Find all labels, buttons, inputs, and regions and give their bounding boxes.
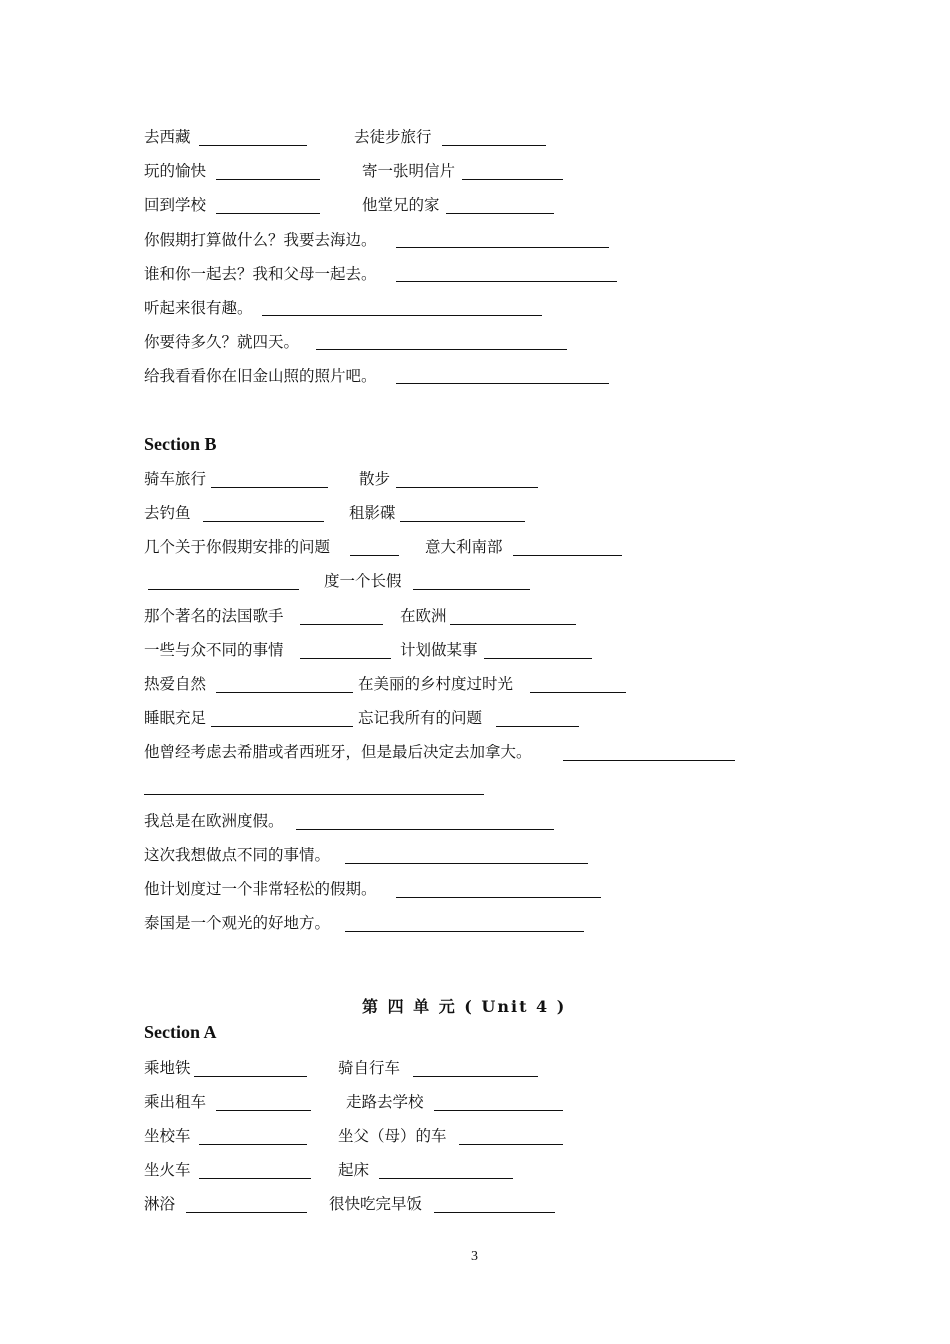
answer-blank[interactable]	[396, 247, 609, 248]
sentence-label: 谁和你一起去？我和父母一起去。	[144, 265, 377, 283]
answer-blank[interactable]	[396, 487, 538, 488]
answer-blank[interactable]	[345, 863, 588, 864]
vocab-label: 坐火车	[144, 1161, 191, 1179]
sentence-label: 他曾经考虑去希腊或者西班牙，但是最后决定去加拿大。	[144, 743, 532, 761]
sentence-label: 你假期打算做什么？我要去海边。	[144, 231, 377, 249]
answer-blank[interactable]	[211, 487, 328, 488]
vocab-label: 热爱自然	[144, 675, 207, 693]
answer-blank[interactable]	[203, 521, 324, 522]
sentence-label: 我总是在欧洲度假。	[144, 812, 284, 830]
answer-blank[interactable]	[300, 624, 383, 625]
unit-title: 第 四 单 元 ( Unit 4 )	[362, 997, 567, 1016]
answer-blank[interactable]	[316, 349, 567, 350]
vocab-label: 那个著名的法国歌手	[144, 607, 284, 625]
vocab-label: 意大利南部	[425, 538, 503, 556]
vocab-label: 回到学校	[144, 196, 207, 214]
answer-blank[interactable]	[216, 213, 320, 214]
section-b-heading: Section B	[144, 434, 217, 454]
vocab-label: 乘出租车	[144, 1093, 207, 1111]
vocab-label: 忘记我所有的问题	[358, 709, 483, 727]
answer-blank[interactable]	[413, 589, 530, 590]
sentence-label: 你要待多久？就四天。	[144, 333, 300, 351]
vocab-label: 坐校车	[144, 1127, 191, 1145]
sentence-label: 这次我想做点不同的事情。	[144, 846, 331, 864]
answer-blank[interactable]	[350, 555, 399, 556]
vocab-label: 他堂兄的家	[362, 196, 440, 214]
vocab-label: 在欧洲	[400, 607, 447, 625]
answer-blank[interactable]	[216, 1110, 311, 1111]
answer-blank[interactable]	[379, 1178, 513, 1179]
answer-blank[interactable]	[199, 1144, 307, 1145]
answer-blank[interactable]	[513, 555, 622, 556]
answer-blank[interactable]	[496, 726, 579, 727]
answer-blank[interactable]	[396, 383, 609, 384]
answer-blank[interactable]	[216, 692, 353, 693]
answer-blank[interactable]	[400, 521, 525, 522]
sentence-label: 听起来很有趣。	[144, 299, 253, 317]
answer-blank[interactable]	[144, 794, 484, 795]
answer-blank[interactable]	[211, 726, 353, 727]
answer-blank[interactable]	[563, 760, 735, 761]
answer-blank[interactable]	[296, 829, 554, 830]
answer-blank[interactable]	[345, 931, 584, 932]
answer-blank[interactable]	[194, 1076, 307, 1077]
vocab-label: 去钓鱼	[144, 504, 191, 522]
vocab-label: 在美丽的乡村度过时光	[358, 675, 514, 693]
answer-blank[interactable]	[484, 658, 592, 659]
vocab-label: 玩的愉快	[144, 162, 207, 180]
vocab-label: 很快吃完早饭	[329, 1195, 423, 1213]
section-a-heading: Section A	[144, 1022, 217, 1042]
answer-blank[interactable]	[413, 1076, 538, 1077]
answer-blank[interactable]	[186, 1212, 307, 1213]
answer-blank[interactable]	[459, 1144, 563, 1145]
vocab-label: 去徒步旅行	[354, 128, 432, 146]
vocab-label: 租影碟	[349, 504, 396, 522]
answer-blank[interactable]	[434, 1110, 563, 1111]
sentence-label: 泰国是一个观光的好地方。	[144, 914, 331, 932]
vocab-label: 一些与众不同的事情	[144, 641, 284, 659]
vocab-label: 骑车旅行	[144, 470, 207, 488]
answer-blank[interactable]	[462, 179, 563, 180]
vocab-label: 乘地铁	[144, 1059, 191, 1077]
vocab-label: 几个关于你假期安排的问题	[144, 538, 331, 556]
answer-blank[interactable]	[396, 897, 601, 898]
vocab-label: 走路去学校	[346, 1093, 424, 1111]
answer-blank[interactable]	[442, 145, 546, 146]
vocab-label: 坐父（母）的车	[338, 1127, 447, 1145]
page-number: 3	[471, 1249, 478, 1264]
answer-blank[interactable]	[530, 692, 626, 693]
answer-blank[interactable]	[216, 179, 320, 180]
answer-blank[interactable]	[148, 589, 299, 590]
vocab-label: 淋浴	[144, 1195, 176, 1213]
vocab-label: 睡眠充足	[144, 709, 207, 727]
vocab-label: 起床	[338, 1161, 370, 1179]
answer-blank[interactable]	[262, 315, 542, 316]
vocab-label: 寄一张明信片	[362, 162, 456, 180]
answer-blank[interactable]	[396, 281, 617, 282]
vocab-label: 散步	[359, 470, 391, 488]
answer-blank[interactable]	[199, 145, 307, 146]
sentence-label: 他计划度过一个非常轻松的假期。	[144, 880, 377, 898]
vocab-label: 去西藏	[144, 128, 191, 146]
answer-blank[interactable]	[446, 213, 554, 214]
vocab-label: 骑自行车	[338, 1059, 401, 1077]
answer-blank[interactable]	[300, 658, 391, 659]
answer-blank[interactable]	[434, 1212, 555, 1213]
answer-blank[interactable]	[450, 624, 576, 625]
vocab-label: 计划做某事	[400, 641, 478, 659]
vocab-label: 度一个长假	[324, 572, 402, 590]
answer-blank[interactable]	[199, 1178, 311, 1179]
sentence-label: 给我看看你在旧金山照的照片吧。	[144, 367, 377, 385]
